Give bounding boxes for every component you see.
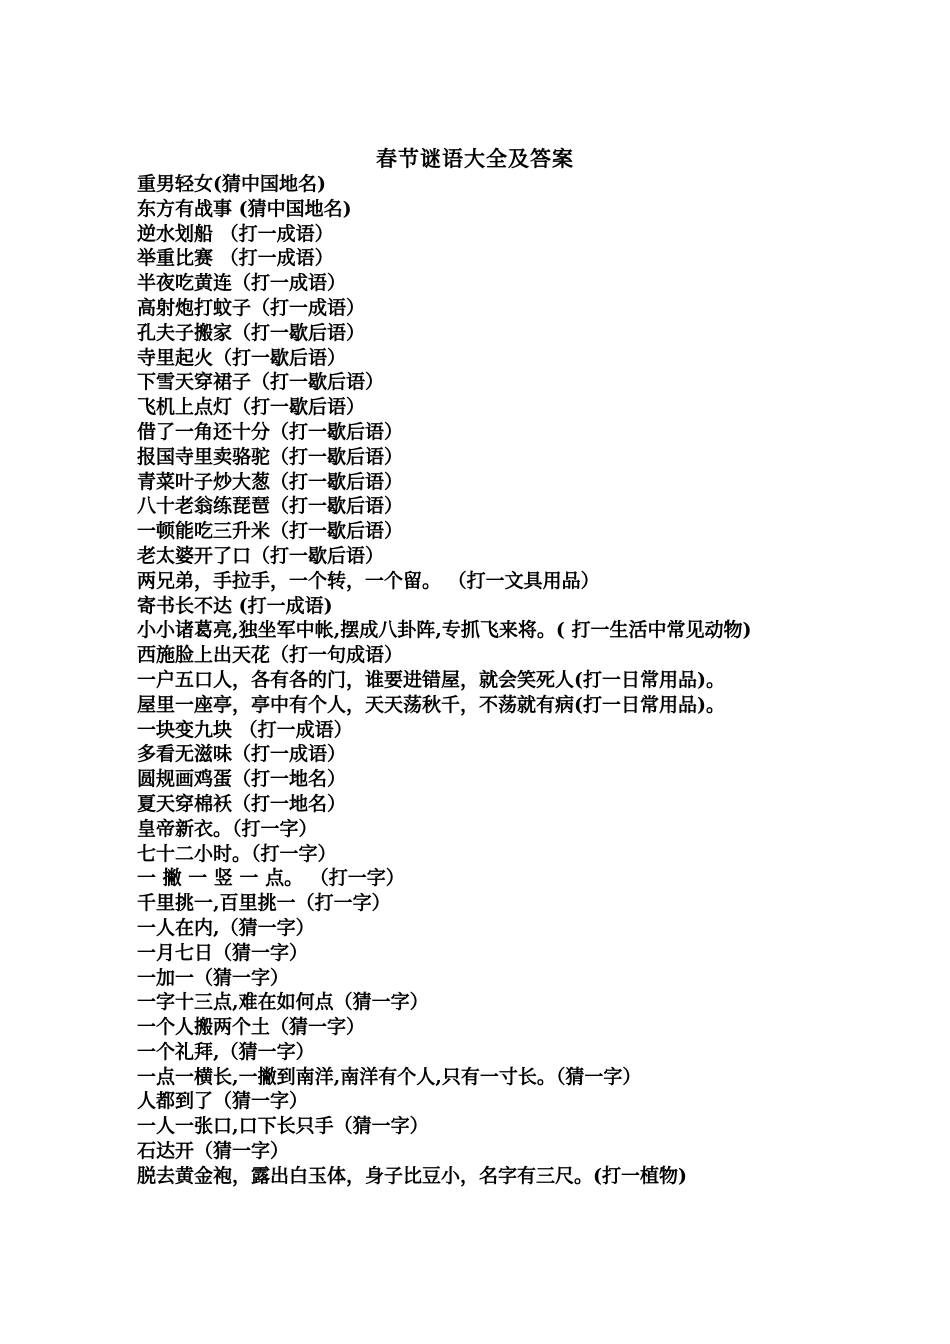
riddle-item: 西施脸上出天花（打一句成语） <box>137 644 404 667</box>
riddle-item: 一点一横长,一撇到南洋,南洋有个人,只有一寸长。（猜一字） <box>137 1065 642 1088</box>
riddle-item: 报国寺里卖骆驼（打一歇后语） <box>137 445 404 468</box>
riddle-item: 屋里一座亭，亭中有个人，天天荡秋千，不荡就有病(打一日常用品)。 <box>137 693 725 716</box>
riddle-item: 老太婆开了口（打一歇后语） <box>137 544 385 567</box>
riddle-item: 一个礼拜,（猜一字） <box>137 1040 315 1063</box>
riddle-item: 一顿能吃三升米（打一歇后语） <box>137 520 404 543</box>
riddle-item: 两兄弟，手拉手，一个转，一个留。 （打一文具用品） <box>137 569 600 592</box>
riddle-item: 人都到了（猜一字） <box>137 1090 309 1113</box>
riddle-item: 小小诸葛亮,独坐军中帐,摆成八卦阵,专抓飞来将。( 打一生活中常见动物) <box>137 619 752 642</box>
riddle-item: 东方有战事 (猜中国地名) <box>137 197 352 220</box>
riddle-item: 高射炮打蚊子（打一成语） <box>137 296 366 319</box>
riddle-item: 多看无滋味（打一成语） <box>137 743 347 766</box>
riddle-item: 寄书长不达 (打一成语) <box>137 594 333 617</box>
riddle-item: 一月七日（猜一字） <box>137 941 309 964</box>
riddle-item: 皇帝新衣。（打一字） <box>137 817 318 840</box>
riddle-item: 圆规画鸡蛋（打一地名） <box>137 768 347 791</box>
riddle-item: 八十老翁练琵琶（打一歇后语） <box>137 495 404 518</box>
riddle-item: 重男轻女(猜中国地名) <box>137 173 326 195</box>
riddle-item: 青菜叶子炒大葱（打一歇后语） <box>137 470 404 493</box>
riddle-item: 一个人搬两个土（猜一字） <box>137 1016 366 1039</box>
riddle-item: 下雪天穿裙子（打一歇后语） <box>137 371 385 394</box>
riddle-item: 飞机上点灯（打一歇后语） <box>137 396 366 419</box>
riddle-item: 借了一角还十分（打一歇后语） <box>137 420 404 443</box>
riddle-item: 举重比赛 （打一成语） <box>137 247 334 270</box>
riddle-item: 千里挑一,百里挑一（打一字） <box>137 892 391 915</box>
riddle-item: 一人在内,（猜一字） <box>137 916 315 939</box>
riddle-item: 七十二小时。（打一字） <box>137 842 337 865</box>
riddle-item: 石达开（猜一字） <box>137 1140 290 1163</box>
riddle-item: 一户五口人，各有各的门，谁要进错屋，就会笑死人(打一日常用品)。 <box>137 668 725 691</box>
riddle-item: 一 撇 一 竖 一 点。 （打一字） <box>137 867 405 890</box>
riddle-item: 夏天穿棉袄（打一地名） <box>137 792 347 815</box>
riddle-item: 一字十三点,难在如何点（猜一字） <box>137 991 429 1014</box>
riddle-item: 逆水划船 （打一成语） <box>137 222 334 245</box>
riddle-list <box>137 172 827 1189</box>
riddle-item: 寺里起火（打一歇后语） <box>137 346 347 369</box>
riddle-item: 半夜吃黄连（打一成语） <box>137 272 347 295</box>
riddle-item: 一加一（猜一字） <box>137 966 290 989</box>
riddle-item: 孔夫子搬家（打一歇后语） <box>137 321 366 344</box>
riddle-item: 一块变九块 （打一成语） <box>137 718 353 741</box>
page-title: 春节谜语大全及答案 <box>376 146 574 171</box>
riddle-item: 一人一张口,口下长只手（猜一字） <box>137 1115 429 1138</box>
riddle-item: 脱去黄金袍，露出白玉体，身子比豆小，名字有三尺。(打一植物) <box>137 1164 687 1187</box>
